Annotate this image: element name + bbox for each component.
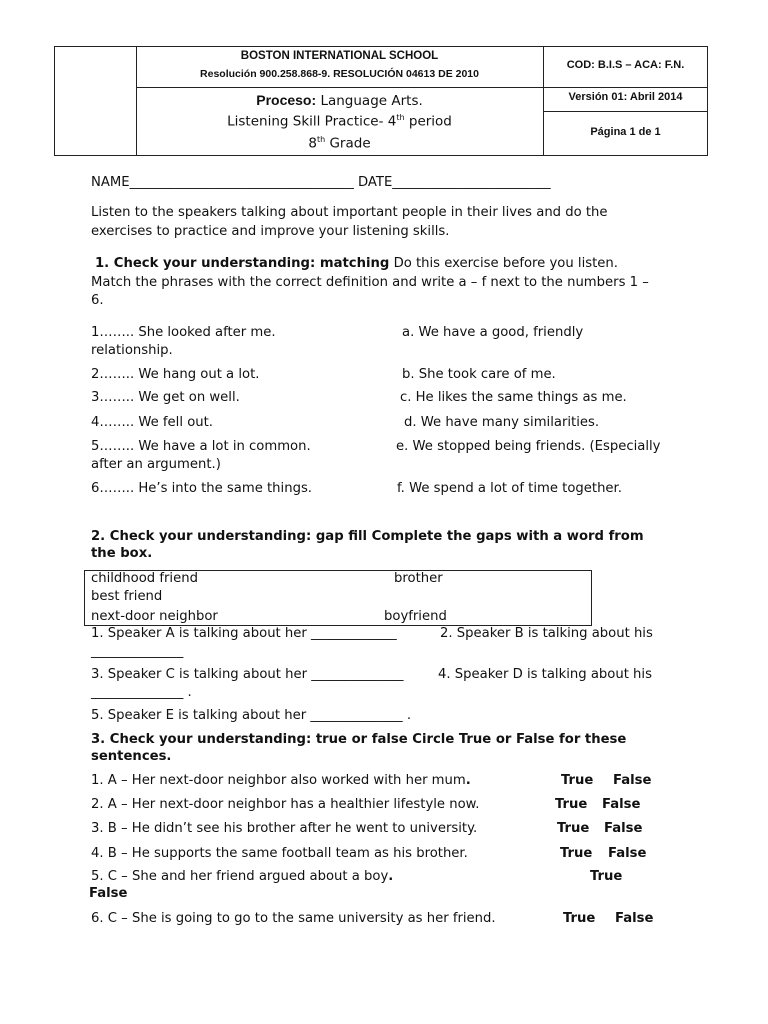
section2-heading-cont: the box. <box>91 546 153 561</box>
matching-definition-cont: after an argument.) <box>91 457 221 472</box>
true-option[interactable]: True <box>555 797 588 812</box>
table-divider <box>543 111 708 112</box>
table-divider <box>136 87 543 88</box>
page-number: Página 1 de 1 <box>590 126 661 138</box>
section1-instruction-cont: 6. <box>91 293 104 308</box>
word-box-item: best friend <box>91 589 163 604</box>
school-name: BOSTON INTERNATIONAL SCHOOL <box>240 50 439 62</box>
matching-phrase: 5…….. We have a lot in common. <box>91 439 311 454</box>
process-value: Language Arts. <box>316 93 423 109</box>
gap-question: 4. Speaker D is talking about his <box>438 667 652 682</box>
matching-definition: f. We spend a lot of time together. <box>397 481 622 496</box>
false-option[interactable]: False <box>613 773 652 788</box>
true-option[interactable]: True <box>561 773 594 788</box>
document-code: COD: B.I.S – ACA: F.N. <box>566 59 685 71</box>
section1-instruction: Match the phrases with the correct definition and write a – f next to the numbers 1 – <box>91 275 649 290</box>
gap-question-cont: ______________ . <box>91 685 192 700</box>
practice-line: Listening Skill Practice- 4th period <box>227 113 452 130</box>
matching-definition: a. We have a good, friendly <box>402 325 584 340</box>
section1-heading: 1. Check your understanding: matching Do this exercise before you listen. <box>95 256 618 271</box>
false-option[interactable]: False <box>89 886 128 901</box>
true-false-statement: 3. B – He didn’t see his brother after he went to university. <box>91 821 478 836</box>
gap-question: 5. Speaker E is talking about her ______________ . <box>91 708 412 723</box>
version-text: Versión 01: Abril 2014 <box>568 91 683 103</box>
matching-definition: d. We have many similarities. <box>404 415 600 430</box>
false-option[interactable]: False <box>615 911 654 926</box>
true-false-statement: 1. A – Her next-door neighbor also worked with her mum. <box>91 773 471 788</box>
table-divider <box>543 87 708 88</box>
process-line <box>136 92 543 109</box>
true-false-statement: 4. B – He supports the same football team as his brother. <box>91 846 468 861</box>
grade-line: 8th Grade <box>308 135 371 152</box>
true-false-statement: 5. C – She and her friend argued about a boy. <box>91 869 394 884</box>
word-box-item: childhood friend <box>91 571 198 586</box>
gap-question-cont: ______________ <box>91 644 184 659</box>
section3-heading: 3. Check your understanding: true or false Circle True or False for these <box>91 732 627 747</box>
true-option[interactable]: True <box>557 821 590 836</box>
true-option[interactable]: True <box>560 846 593 861</box>
true-option[interactable]: True <box>563 911 596 926</box>
matching-definition-cont: relationship. <box>91 343 173 358</box>
false-option[interactable]: False <box>602 797 641 812</box>
word-box-item: brother <box>394 571 443 586</box>
intro-line-1: Listen to the speakers talking about important people in their lives and do the <box>91 205 608 220</box>
name-date-line: NAME__________________________________ DATE________________________ <box>91 175 551 190</box>
matching-phrase: 6…….. He’s into the same things. <box>91 481 313 496</box>
gap-question: 1. Speaker A is talking about her _____________ <box>91 626 397 641</box>
false-option[interactable]: False <box>608 846 647 861</box>
intro-line-2: exercises to practice and improve your listening skills. <box>91 224 450 239</box>
matching-definition: b. She took care of me. <box>402 367 556 382</box>
word-box-item: next-door neighbor <box>91 609 218 624</box>
matching-definition: c. He likes the same things as me. <box>400 390 627 405</box>
true-false-statement: 6. C – She is going to go to the same university as her friend. <box>91 911 496 926</box>
gap-question: 2. Speaker B is talking about his <box>440 626 653 641</box>
true-false-statement: 2. A – Her next-door neighbor has a healthier lifestyle now. <box>91 797 480 812</box>
false-option[interactable]: False <box>604 821 643 836</box>
true-option[interactable]: True <box>590 869 623 884</box>
process-label: Proceso: <box>256 92 317 108</box>
matching-phrase: 2…….. We hang out a lot. <box>91 367 260 382</box>
section2-heading: 2. Check your understanding: gap fill Complete the gaps with a word from <box>91 529 644 544</box>
matching-phrase: 4…….. We fell out. <box>91 415 213 430</box>
gap-question: 3. Speaker C is talking about her ______________ <box>91 667 404 682</box>
resolution-text: Resolución 900.258.868-9. RESOLUCIÓN 04613 DE 2010 <box>200 68 479 80</box>
matching-phrase: 1…….. She looked after me. <box>91 325 276 340</box>
word-box-item: boyfriend <box>384 609 447 624</box>
matching-definition: e. We stopped being friends. (Especially <box>396 439 661 454</box>
matching-phrase: 3…….. We get on well. <box>91 390 240 405</box>
section3-heading-cont: sentences. <box>91 749 172 764</box>
